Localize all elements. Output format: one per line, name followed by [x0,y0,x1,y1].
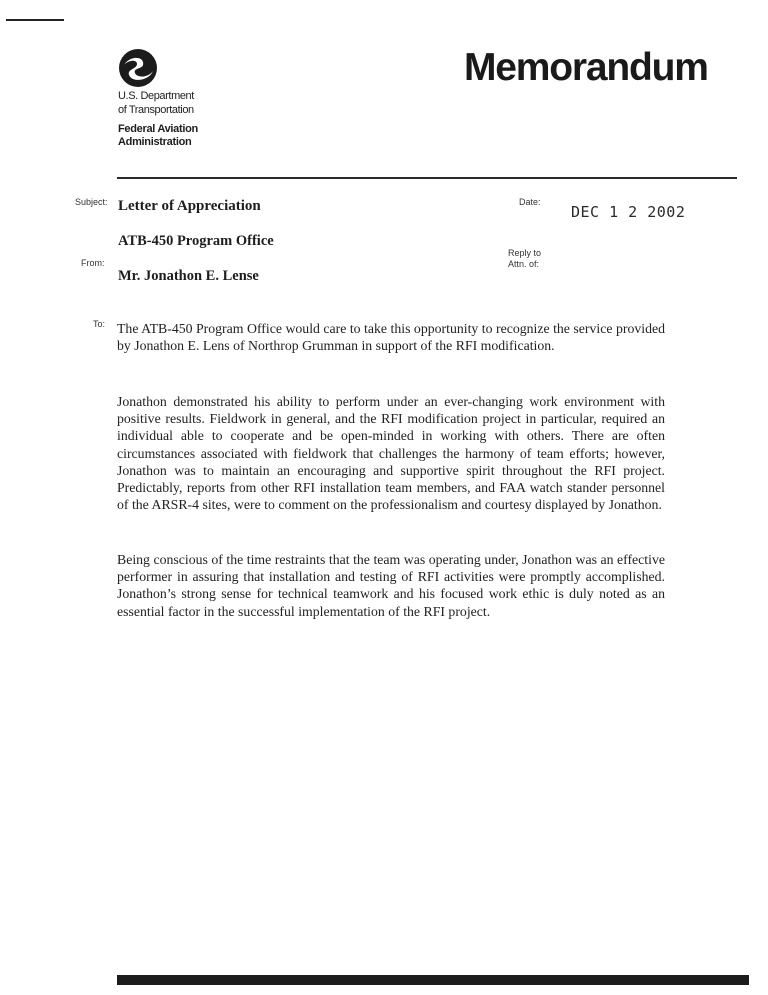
footer-bar [117,975,749,985]
department-name-line1: U.S. Department [118,90,194,102]
agency-name-line1: Federal Aviation [118,123,198,135]
subject-label: Subject: [75,197,108,207]
reply-to-line1: Reply to [508,248,542,258]
to-label: To: [93,319,106,329]
from-person: Mr. Jonathon E. Lense [118,268,259,284]
dot-logo-icon [118,48,158,88]
agency-name-line2: Administration [118,136,192,148]
scan-mark [6,19,64,21]
body-paragraph: The ATB-450 Program Office would care to take this opportunity to recognize the service provided by Jonathon E. Lens of Northrop Grumman in support of the RFI modification. [117,321,665,354]
body-paragraph: Being conscious of the time restraints that the team was operating under, Jonathon was an effective performer in assuring that installation and testing of RFI activities were promptly accomplished. Jonathon’s strong sense for technical teamwork and his focused work ethic is duly noted as an essential factor in the successful implementation of the RFI project. [117,552,665,619]
date-stamp: DEC 1 2 2002 [571,203,686,221]
reply-to-line2: Attn. of: [508,259,540,269]
header-divider [117,177,737,179]
reply-to-label [508,248,541,270]
date-label: Date: [519,197,541,207]
from-label: From: [81,258,105,268]
subject-value: Letter of Appreciation [118,198,261,214]
body-paragraph: Jonathon demonstrated his ability to perform under an ever-changing work environment with positive results. Fieldwork in general, and the RFI modification project in particular, required an individual able to cooperate and be open-minded in working with others. There are often circumstances associated with fieldwork that challenges the harmony of team efforts; however, Jonathon was to maintain an encouraging and supportive spirit throughout the RFI project. Predictably, reports from other RFI installation team members, and FAA watch stander personnel of the ARSR-4 sites, were to comment on the professionalism and courtesy displayed by Jonathon. [117,394,665,513]
department-name-line2: of Transportation [118,104,194,116]
memo-title: Memorandum [464,46,708,89]
from-office: ATB-450 Program Office [118,233,274,249]
